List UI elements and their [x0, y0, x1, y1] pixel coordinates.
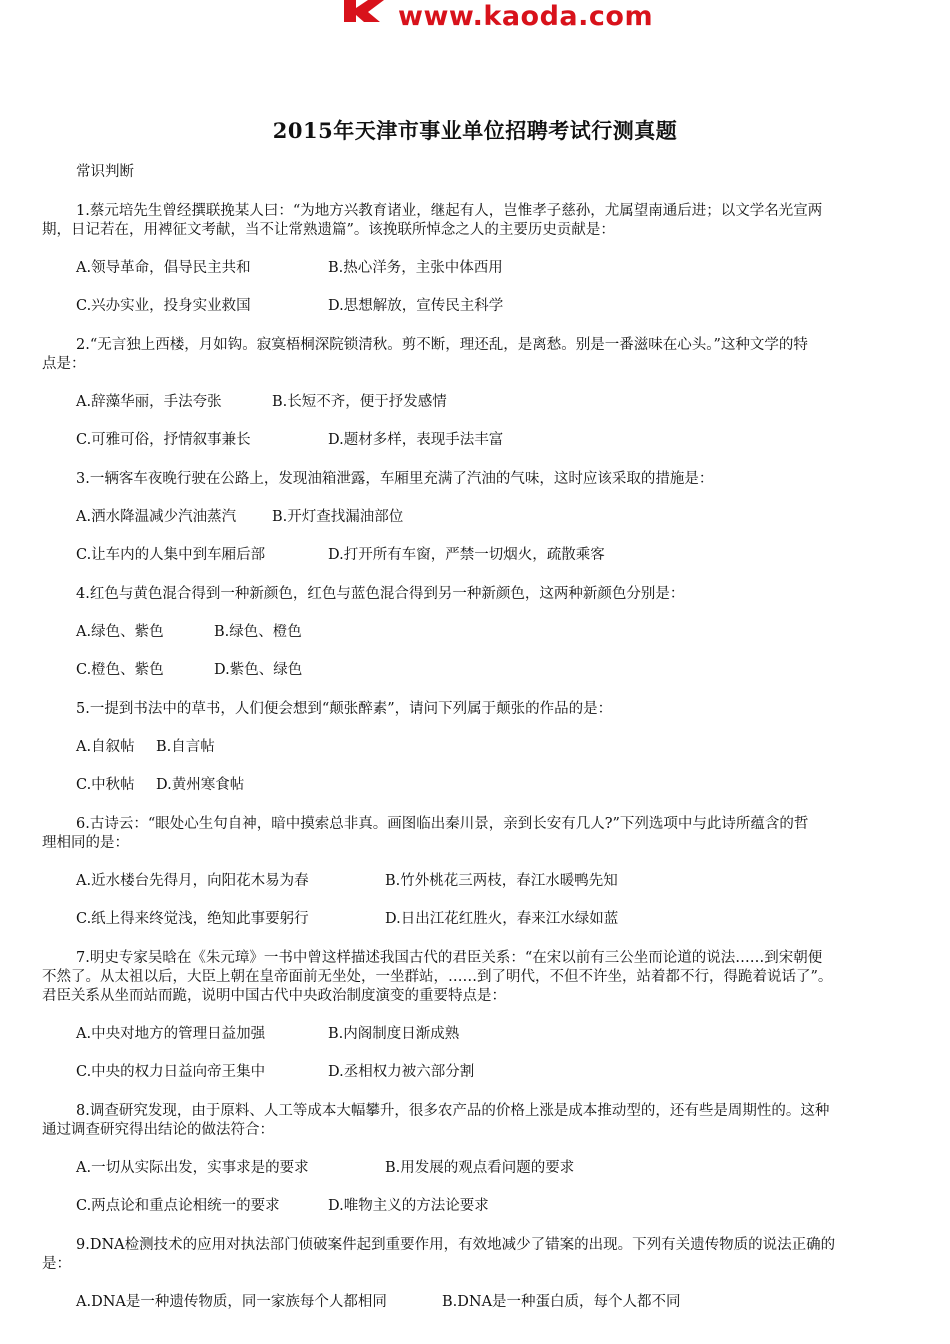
- option-b: B.用发展的观点看问题的要求: [385, 1160, 575, 1176]
- question-2-stem: [42, 336, 948, 374]
- option-a: A.洒水降温减少汽油蒸汽: [76, 509, 237, 525]
- question-7-options-row-1: [76, 1025, 459, 1044]
- question-2-options-row-1: [76, 393, 447, 412]
- option-a: A.绿色、紫色: [76, 624, 164, 640]
- question-7-stem: [42, 949, 948, 1006]
- option-a: A.自叙帖: [76, 739, 135, 755]
- question-3-options-row-1: [76, 508, 403, 527]
- question-stem-line: 6.古诗云：“眼处心生句自神，暗中摸索总非真。画图临出秦川景，亲到长安有几人?”下列选项中与此诗所蕴含的哲: [76, 816, 809, 832]
- site-header: [0, 0, 950, 40]
- option-b: B.竹外桃花三两枝，春江水暖鸭先知: [385, 873, 618, 889]
- question-6-options-row-1: [76, 872, 618, 891]
- question-stem-line: 9.DNA检测技术的应用对执法部门侦破案件起到重要作用，有效地减少了错案的出现。下列有关遗传物质的说法正确的: [76, 1237, 836, 1253]
- question-2-options-row-2: [76, 431, 503, 450]
- question-stem-line: 君臣关系从坐而站而跪，说明中国古代中央政治制度演变的重要特点是：: [42, 988, 506, 1004]
- option-c: C.中央的权力日益向帝王集中: [76, 1064, 266, 1080]
- option-d: D.题材多样，表现手法丰富: [328, 432, 504, 448]
- question-4-stem: 4.红色与黄色混合得到一种新颜色，红色与蓝色混合得到另一种新颜色，这两种新颜色分别是：: [76, 586, 685, 602]
- question-8-options-row-1: [76, 1159, 574, 1178]
- option-a: A.一切从实际出发，实事求是的要求: [76, 1160, 309, 1176]
- question-3-stem: 3.一辆客车夜晚行驶在公路上，发现油箱泄露，车厢里充满了汽油的气味，这时应该采取的措施是：: [76, 471, 714, 487]
- question-6-options-row-2: [76, 910, 618, 929]
- option-d: D.唯物主义的方法论要求: [328, 1198, 489, 1214]
- option-d: D.思想解放，宣传民主科学: [328, 298, 504, 314]
- question-stem-line: 期，日记若在，用裨征文考献，当不让常熟遗篇”。该挽联所悼念之人的主要历史贡献是：: [42, 222, 615, 238]
- option-b: B.长短不齐，便于抒发感情: [272, 394, 447, 410]
- question-stem-line: 2.“无言独上西楼，月如钩。寂寞梧桐深院锁清秋。剪不断，理还乱，是离愁。别是一番滋味在心头。”这种文学的特: [76, 337, 808, 353]
- question-6-stem: [42, 815, 948, 853]
- question-stem-line: 是：: [42, 1256, 71, 1272]
- option-a: A.近水楼台先得月，向阳花木易为春: [76, 873, 309, 889]
- option-b: B.DNA是一种蛋白质，每个人都不同: [442, 1294, 681, 1310]
- question-5-stem: 5.一提到书法中的草书，人们便会想到“颠张醉素”，请问下列属于颠张的作品的是：: [76, 701, 613, 717]
- option-c: C.两点论和重点论相统一的要求: [76, 1198, 280, 1214]
- option-a: A.中央对地方的管理日益加强: [76, 1026, 266, 1042]
- question-8-options-row-2: [76, 1197, 489, 1216]
- option-c: C.兴办实业，投身实业救国: [76, 298, 251, 314]
- option-c: C.可雅可俗，抒情叙事兼长: [76, 432, 251, 448]
- question-stem-line: 1.蔡元培先生曾经撰联挽某人曰：“为地方兴教育诸业，继起有人，岂惟孝子慈孙，尤属望南通后进；以文学名光宣两: [76, 203, 823, 219]
- option-c: C.橙色、紫色: [76, 662, 164, 678]
- option-b: B.热心洋务，主张中体西用: [328, 260, 503, 276]
- option-c: C.中秋帖: [76, 777, 135, 793]
- logo-url[interactable]: www.kaoda.com: [398, 1, 654, 32]
- question-1-options-row-1: [76, 259, 503, 278]
- option-d: D.黄州寒食帖: [156, 777, 245, 793]
- section-heading: 常识判断: [76, 164, 134, 180]
- question-stem-line: 理相同的是：: [42, 835, 129, 851]
- question-7-options-row-2: [76, 1063, 474, 1082]
- option-d: D.日出江花红胜火，春来江水绿如蓝: [385, 911, 619, 927]
- question-stem-line: 7.明史专家吴晗在《朱元璋》一书中曾这样描述我国古代的君臣关系：“在宋以前有三公坐而论道的说法……到宋朝便: [76, 950, 823, 966]
- question-5-options-row-1: [76, 738, 215, 757]
- option-b: B.内阁制度日渐成熟: [328, 1026, 460, 1042]
- question-stem-line: 8.调查研究发现，由于原料、人工等成本大幅攀升，很多农产品的价格上涨是成本推动型的，还有些是周期性的。这种: [76, 1103, 830, 1119]
- option-a: A.辞藻华丽，手法夸张: [76, 394, 222, 410]
- question-4-options-row-1: [76, 623, 302, 642]
- question-3-options-row-2: [76, 546, 605, 565]
- question-9-options-row-1: [76, 1293, 681, 1312]
- option-b: B.开灯查找漏油部位: [272, 509, 404, 525]
- option-d: D.丞相权力被六部分割: [328, 1064, 475, 1080]
- question-stem-line: 不然了。从太祖以后，大臣上朝在皇帝面前无坐处，一坐群站，……到了明代，不但不许坐，站着都不行，得跪着说话了”。: [42, 969, 833, 985]
- option-b: B.绿色、橙色: [214, 624, 302, 640]
- option-d: D.打开所有车窗，严禁一切烟火，疏散乘客: [328, 547, 605, 563]
- question-stem-line: 通过调查研究得出结论的做法符合：: [42, 1122, 274, 1138]
- kaoda-logo-icon: [340, 0, 392, 22]
- option-c: C.让车内的人集中到车厢后部: [76, 547, 266, 563]
- question-9-stem: [42, 1236, 948, 1274]
- question-4-options-row-2: [76, 661, 302, 680]
- option-a: A.DNA是一种遗传物质，同一家族每个人都相同: [76, 1294, 387, 1310]
- page-title: 2015年天津市事业单位招聘考试行测真题: [272, 118, 678, 143]
- option-a: A.领导革命，倡导民主共和: [76, 260, 251, 276]
- option-b: B.自言帖: [156, 739, 215, 755]
- option-d: D.紫色、绿色: [214, 662, 303, 678]
- question-1-options-row-2: [76, 297, 503, 316]
- question-1-stem: [42, 202, 948, 240]
- question-stem-line: 点是：: [42, 356, 86, 372]
- question-8-stem: [42, 1102, 948, 1140]
- option-c: C.纸上得来终觉浅，绝知此事要躬行: [76, 911, 309, 927]
- question-5-options-row-2: [76, 776, 244, 795]
